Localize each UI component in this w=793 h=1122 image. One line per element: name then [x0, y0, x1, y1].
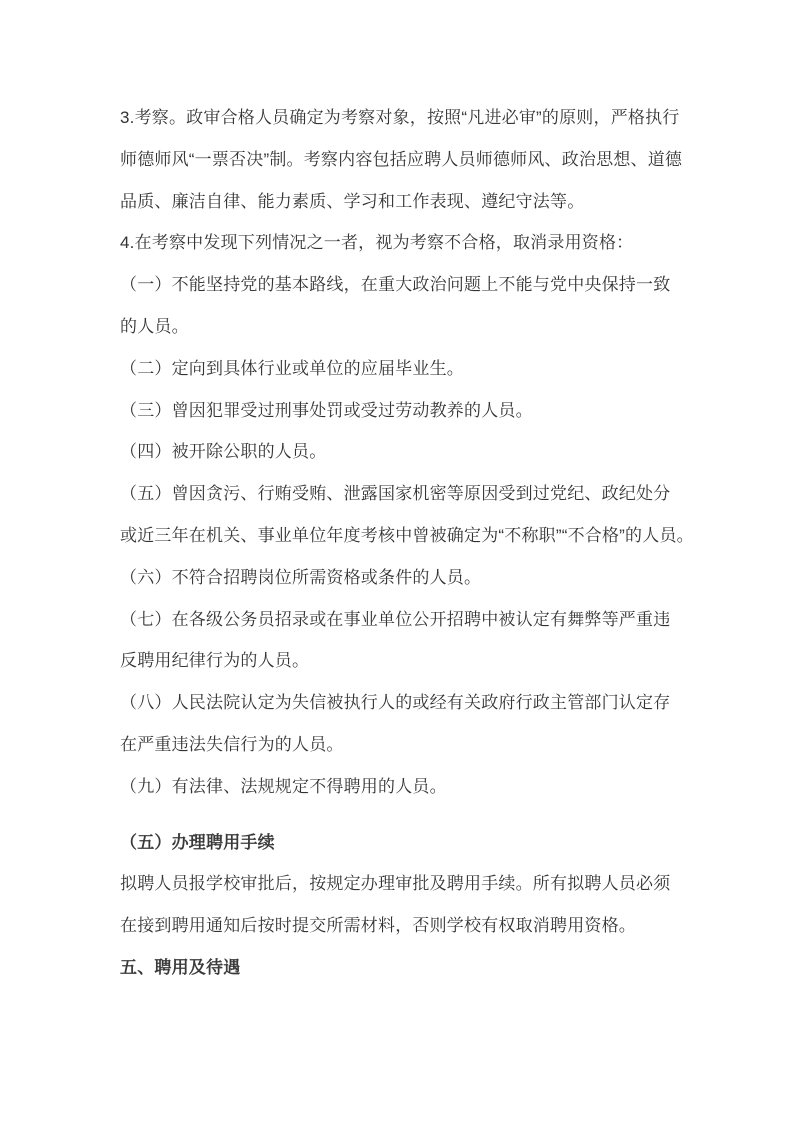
list-item-9	[120, 766, 675, 808]
text-line: （二）定向到具体行业或单位的应届毕业生。	[120, 358, 464, 378]
text-line: （七）在各级公务员招录或在事业单位公开招聘中被认定有舞弊等严重违	[120, 609, 671, 629]
list-item-5	[120, 473, 694, 557]
text-line: 师德师风“一票否决”制。考察内容包括应聘人员师德师风、政治思想、道德	[120, 149, 683, 169]
text-line: 的人员。	[120, 316, 189, 336]
heading-section-5-employment	[120, 947, 675, 989]
para-hiring-approval	[120, 863, 675, 947]
text-line: 反聘用纪律行为的人员。	[120, 651, 310, 671]
text-line: 在接到聘用通知后按时提交所需材料，否则学校有权取消聘用资格。	[120, 916, 636, 936]
text-line: 3.考察。政审合格人员确定为考察对象，按照“凡进必审”的原则，严格执行	[120, 108, 680, 127]
text-line: 或近三年在机关、事业单位年度考核中曾被确定为“不称职”“不合格”的人员。	[120, 525, 694, 545]
text-line: 4.在考察中发现下列情况之一者，视为考察不合格，取消录用资格：	[120, 233, 634, 253]
text-line: （四）被开除公职的人员。	[120, 442, 327, 462]
text-line: 拟聘人员报学校审批后，按规定办理审批及聘用手续。所有拟聘人员必须	[120, 874, 671, 894]
list-item-4	[120, 431, 675, 473]
list-item-6	[120, 557, 675, 599]
list-item-7	[120, 599, 675, 683]
heading-line: （五）办理聘用手续	[120, 832, 275, 852]
text-line: （六）不符合招聘岗位所需资格或条件的人员。	[120, 567, 482, 587]
heading-line: 五、聘用及待遇	[120, 957, 241, 977]
text-line: （一）不能坚持党的基本路线，在重大政治问题上不能与党中央保持一致	[120, 275, 671, 295]
list-item-1	[120, 264, 675, 348]
text-line: （八）人民法院认定为失信被执行人的或经有关政府行政主管部门认定存	[120, 693, 671, 713]
para-3-inspection	[120, 97, 683, 222]
text-line: 品质、廉洁自律、能力素质、学习和工作表现、遵纪守法等。	[120, 191, 585, 211]
text-line: （三）曾因犯罪受过刑事处罚或受过劳动教养的人员。	[120, 400, 533, 420]
text-line: 在严重违法失信行为的人员。	[120, 734, 344, 754]
heading-hiring-procedures	[120, 822, 675, 864]
list-item-8	[120, 682, 675, 766]
list-item-2	[120, 348, 675, 390]
para-4-disqualification-intro	[120, 222, 675, 264]
text-line: （九）有法律、法规规定不得聘用的人员。	[120, 776, 447, 796]
list-item-3	[120, 390, 675, 432]
text-line: （五）曾因贪污、行贿受贿、泄露国家机密等原因受到过党纪、政纪处分	[120, 484, 671, 504]
